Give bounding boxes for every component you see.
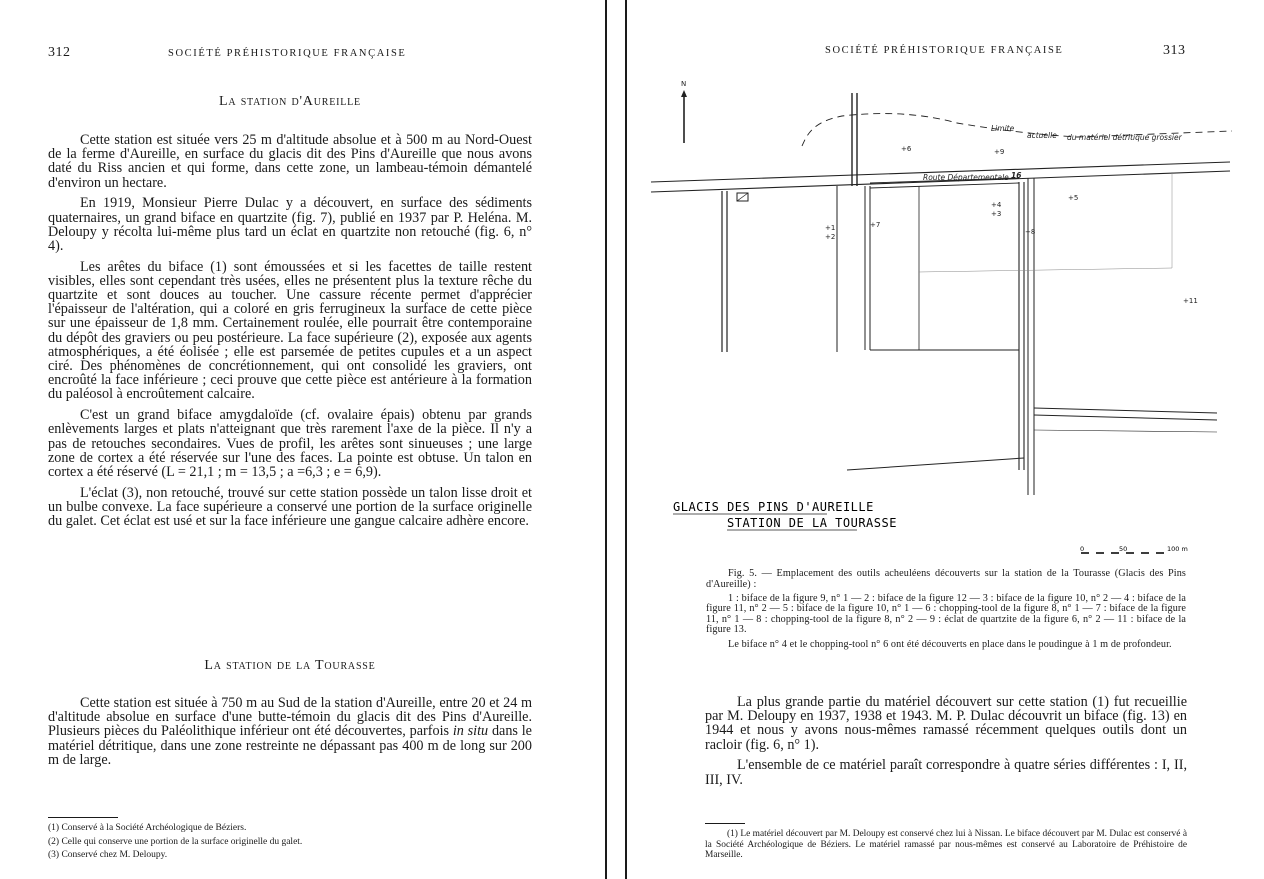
paragraph: En 1919, Monsieur Pierre Dulac y a découvert, en surface des sédiments quaternaires, un grand biface en quartzite (fig. 7), publié en 1937 par P. Heléna. M. Deloupy y récolta lui-même plus tard un éclat en quartzite non retouché (fig. 6, n° 4). [48, 195, 532, 254]
find-spot-8: +8 [1025, 228, 1036, 236]
paragraph [48, 696, 532, 767]
find-spot-5: +5 [1068, 194, 1079, 202]
left-page [0, 0, 605, 879]
north-label: N [681, 80, 687, 88]
running-head-right: SOCIÉTÉ PRÉHISTORIQUE FRANÇAISE [825, 45, 1064, 56]
caption-title: Fig. 5. — Emplacement des outils acheuléens découverts sur la station de la Tourasse (Glacis des Pins d'Aureille) : [706, 568, 1186, 590]
limit-label-1: Limite [991, 124, 1015, 133]
find-spot-6: +6 [901, 145, 912, 153]
footnote-right [705, 829, 1187, 861]
page-number-left: 312 [48, 45, 71, 60]
find-spot-4: +4 [991, 201, 1002, 209]
footnote-divider [48, 817, 118, 818]
limit-label-3: du matériel détritique grossier [1067, 133, 1182, 142]
find-spot-7: +7 [870, 221, 881, 229]
section-title-tourasse: La station de la Tourasse [204, 658, 376, 673]
find-spot-2: +2 [825, 233, 836, 241]
find-spot-1: +1 [825, 224, 836, 232]
map-title-line2: STATION DE LA TOURASSE [727, 516, 897, 530]
paragraph: Cette station est située vers 25 m d'altitude absolue et à 500 m au Nord-Ouest de la ferme d'Aureille, en surface du glacis dit des Pins d'Aureille que nous avons daté du Riss ancien et qui forme, dans cette zone, un lambeau-témoin démantelé d'environ un hectare. [48, 132, 532, 191]
road-label: Route Départementale [923, 173, 1009, 182]
running-head-left: SOCIÉTÉ PRÉHISTORIQUE FRANÇAISE [168, 48, 407, 59]
right-body-text [705, 695, 1187, 793]
north-arrow [681, 80, 687, 143]
paragraph: L'ensemble de ce matériel paraît correspondre à quatre séries différentes : I, II, III, IV. [705, 757, 1187, 788]
section-tourasse-text [48, 696, 532, 774]
scale-bar [1080, 545, 1188, 553]
find-spot-11: +11 [1183, 297, 1198, 305]
site-map [627, 0, 1264, 560]
field-boundaries [722, 93, 1217, 495]
footnote: (3) Conservé chez M. Deloupy. [48, 850, 168, 860]
north-arrow-head [681, 90, 687, 97]
scale-end: 100 m [1167, 545, 1188, 553]
right-page [627, 0, 1264, 879]
section-title-aureille: La station d'Aureille [219, 94, 361, 109]
building-hatch [737, 193, 748, 201]
caption-note: Le biface n° 4 et le chopping-tool n° 6 ont été découverts en place dans le poudingue à 1 m de profondeur. [728, 638, 1172, 650]
scale-start: 0 [1080, 545, 1085, 553]
paragraph-end: dans le matériel détritique, dans une zone restreinte ne dépassant pas 400 m de long sur 200 m de large. [48, 723, 532, 768]
map-title-line1: GLACIS DES PINS D'AUREILLE [673, 500, 874, 514]
section-aureille-text [48, 133, 532, 535]
footnote: (1) Conservé à la Société Archéologique de Béziers. [48, 823, 247, 833]
road-number: 16 [1011, 171, 1022, 180]
footnote: (2) Celle qui conserve une portion de la surface originelle du galet. [48, 836, 303, 847]
footnote: (1) Le matériel découvert par M. Deloupy est conservé chez lui à Nissan. Le biface découvert par M. Dulac est conservé à la Société Archéologique de Béziers. Le matériel ramassé par nous-mêmes est conservé au Laboratoire de Préhistoire de Marseille. [705, 829, 1187, 861]
paragraph-start: Cette station est située à 750 m au Sud de la station d'Aureille, entre 20 et 24 m d'altitude absolue en surface d'une butte-témoin du glacis dit des Pins d'Aureille. Plusieurs pièces du Paléolithique inférieur ont été découvertes, parfois [48, 695, 532, 740]
paragraph: C'est un grand biface amygdaloïde (cf. ovalaire épais) obtenu par grands enlèvements larges et plats n'atteignant que très rarement l'axe de la pièce. Il n'y a pas de retouches secondaires. Vues de profil, les arêtes sont sinueuses ; une large zone de cortex a été réservée sur l'une des faces. La pointe est obtuse. Un talon en cortex a été réservé (L = 21,1 ; m = 13,5 ; a =6,3 ; e = 6,9). [48, 407, 532, 480]
limit-label-2: actuelle [1027, 131, 1057, 140]
figure-caption [706, 569, 1186, 654]
scale-mid: 50 [1119, 545, 1128, 553]
page-number-right: 313 [1163, 43, 1186, 58]
footnotes-left [48, 822, 532, 863]
caption-legend: 1 : biface de la figure 9, n° 1 — 2 : biface de la figure 12 — 3 : biface de la figure 10, n° 2 — 4 : biface de la figure 11, n° 2 — 5 : biface de la figure 10, n° 1 — 6 : chopping-tool de la figure 8, n° 1 — 7 : biface de la figure 11, n° 1 — 8 : chopping-tool de la figure 8, n° 2 — 9 : éclat de quartzite de la figure 6, n° 2 — 11 : biface de la figure 13. [706, 592, 1186, 636]
find-spot-9: +9 [994, 148, 1005, 156]
paragraph: L'éclat (3), non retouché, trouvé sur cette station possède un talon lisse droit et un bulbe convexe. La face supérieure a conservé une portion de la surface originelle du galet. Cet éclat est usé et sur la face inférieure une gangue calcaire adhère encore. [48, 484, 532, 530]
paragraph: Les arêtes du biface (1) sont émoussées et si les facettes de taille restent visibles, elles sont cependant très usées, elles ne présentent plus la texture rêche du quartzite et sont douces au toucher. Une cassure récente permet d'apprécier l'épaisseur de l'altération, qui a coloré en gris ferrugineux la surface de cette pièce sur une épaisseur de 1,8 mm. Certainement roulée, elle pourrait être contemporaine du dépôt des graviers ou peu postérieure. La face supérieure (2), exposée aux agents atmosphériques, a été éolisée ; elle est parsemée de petites cupules et a un aspect ciré. Des phénomènes de concrétionnement, qui ont consolidé les graviers, ont encroûté la face inférieure ; ceci prouve que cette pièce est antérieure à la formation du paléosol à encroûtement calcaire. [48, 258, 532, 403]
italic-term: in situ [452, 723, 489, 740]
paragraph: La plus grande partie du matériel découvert sur cette station (1) fut recueillie par M. Deloupy en 1937, 1938 et 1943. M. P. Dulac découvrit un biface (fig. 13) en 1944 et nous y avons nous-mêmes ramassé récemment quelques outils dont un racloir (fig. 6, n° 1). [705, 694, 1187, 753]
find-spot-3: +3 [991, 210, 1002, 218]
footnote-divider [705, 823, 745, 824]
gutter-line-left [605, 0, 607, 879]
